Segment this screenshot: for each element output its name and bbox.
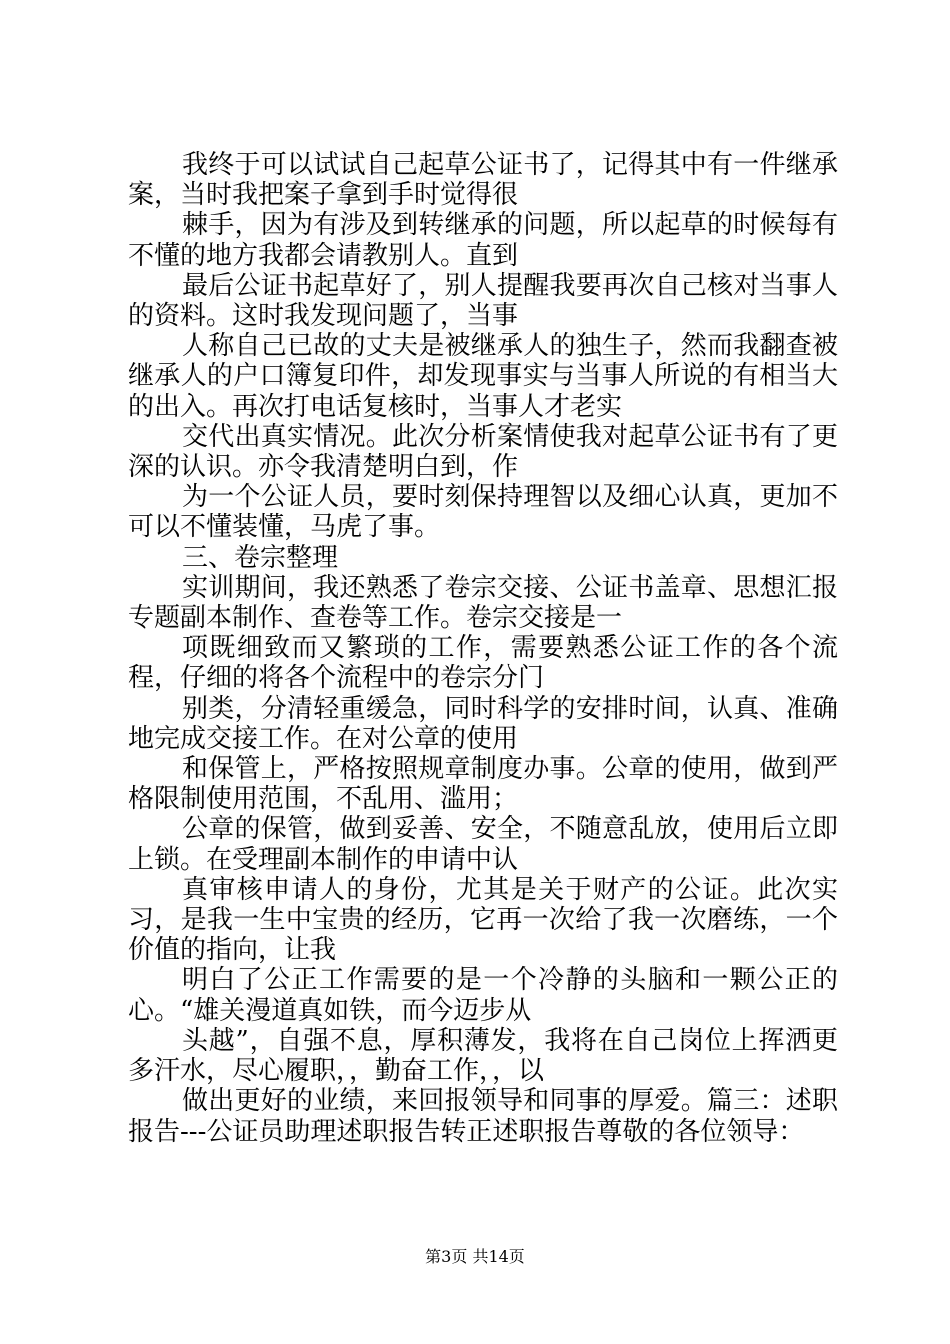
- paragraph: 真审核申请人的身份，尤其是关于财产的公证。此次实习，是我一生中宝贵的经历，它再一次给了我一次磨练，一个价值的指向，让我: [128, 874, 838, 966]
- page-number: 第3页 共14页: [425, 1247, 525, 1266]
- page-footer: [0, 1244, 950, 1267]
- paragraph: 别类，分清轻重缓急，同时科学的安排时间，认真、准确地完成交接工作。在对公章的使用: [128, 693, 838, 754]
- paragraph: 我终于可以试试自己起草公证书了，记得其中有一件继承案，当时我把案子拿到手时觉得很: [128, 150, 838, 211]
- section-heading: 三、卷宗整理: [182, 542, 339, 573]
- paragraph: 明白了公正工作需要的是一个冷静的头脑和一颗公正的心。“雄关漫道真如铁，而今迈步从: [128, 965, 838, 1026]
- paragraph: 和保管上，严格按照规章制度办事。公章的使用，做到严格限制使用范围，不乱用、滥用；: [128, 754, 838, 815]
- paragraph: 项既细致而又繁琐的工作，需要熟悉公证工作的各个流程，仔细的将各个流程中的卷宗分门: [128, 633, 838, 694]
- paragraph: 实训期间，我还熟悉了卷宗交接、公证书盖章、思想汇报专题副本制作、查卷等工作。卷宗交接是一: [128, 572, 838, 634]
- paragraph: 为一个公证人员，要时刻保持理智以及细心认真，更加不可以不懂装懂，马虎了事。: [128, 482, 838, 543]
- paragraph: 交代出真实情况。此次分析案情使我对起草公证书有了更深的认识。亦令我清楚明白到，作: [128, 421, 838, 483]
- paragraph: 头越”，自强不息，厚积薄发，我将在自己岗位上挥洒更多汗水，尽心履职，，勤奋工作，，以: [128, 1025, 838, 1087]
- paragraph: 人称自己已故的丈夫是被继承人的独生子，然而我翻查被继承人的户口簿复印件，却发现事实与当事人所说的有相当大的出入。再次打电话复核时，当事人才老实: [128, 331, 838, 422]
- paragraph: 棘手，因为有涉及到转继承的问题，所以起草的时候每有不懂的地方我都会请教别人。直到: [128, 210, 838, 271]
- paragraph: 公章的保管，做到妥善、安全，不随意乱放，使用后立即上锁。在受理副本制作的申请中认: [128, 814, 838, 875]
- paragraph: 做出更好的业绩，来回报领导和同事的厚爱。篇三：述职报告---公证员助理述职报告转正述职报告尊敬的各位领导：: [128, 1086, 838, 1147]
- paragraph: 最后公证书起草好了，别人提醒我要再次自己核对当事人的资料。这时我发现问题了，当事: [128, 270, 838, 332]
- document-body: [128, 150, 838, 1147]
